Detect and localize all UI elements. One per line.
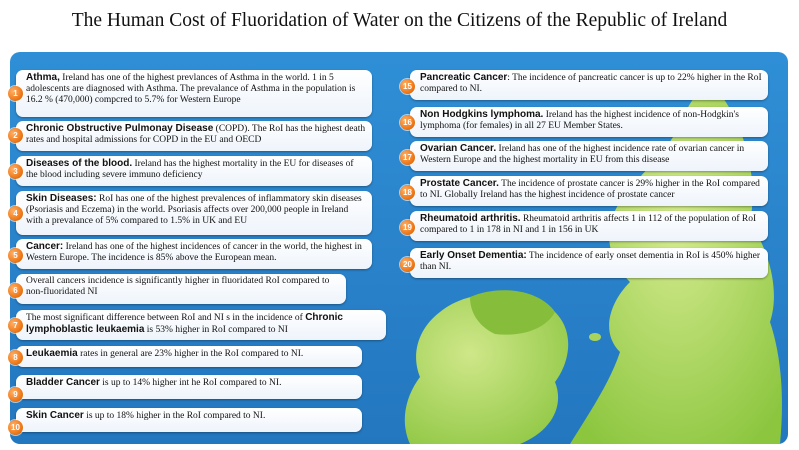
- fact-term: Prostate Cancer.: [420, 178, 499, 189]
- fact-text: The incidence of early onset dementia in RoI is 450% higher than NI.: [420, 251, 761, 273]
- fact-term: Pancreatic Cancer: [420, 72, 508, 83]
- number-badge: 7: [8, 318, 23, 333]
- fact-box-ovarian-cancer: [410, 141, 768, 171]
- fact-box-overall-cancers: [16, 274, 346, 304]
- fact-text: Rheumatoid arthritis affects 1 in 112 of the population of RoI compared to 1 in 178 in NI and 1 in 156 in UK: [420, 214, 757, 236]
- fact-text: Ireland has the highest incidence of non-Hodgkin's lymphoma (for females) in all 27 EU Member States.: [420, 110, 739, 132]
- page-title: The Human Cost of Fluoridation of Water on the Citizens of the Republic of Ireland: [71, 10, 728, 31]
- fact-box-pancreatic-cancer: [410, 70, 768, 100]
- number-badge: 20: [400, 257, 415, 272]
- fact-term: Diseases of the blood.: [26, 158, 133, 169]
- fact-box-blood: [16, 156, 372, 186]
- fact-term: Chronic lymphoblastic leukaemia: [26, 312, 343, 336]
- fact-term: Rheumatoid arthritis.: [420, 213, 521, 224]
- island-shape: [589, 333, 601, 341]
- fact-term: Bladder Cancer: [26, 377, 100, 388]
- fact-box-skin-diseases: [16, 191, 372, 235]
- number-badge: 19: [400, 220, 415, 235]
- fact-text: : The incidence of pancreatic cancer is up to 22% higher in the RoI compared to NI.: [420, 73, 762, 95]
- number-badge: 9: [8, 387, 23, 402]
- fact-term: Chronic Obstructive Pulmonay Disease: [26, 123, 214, 134]
- fact-term: Early Onset Dementia:: [420, 250, 527, 261]
- fact-box-rheumatoid-arthritis: [410, 211, 768, 241]
- number-badge: 5: [8, 248, 23, 263]
- fact-text: is 53% higher in RoI compared to NI: [144, 325, 288, 336]
- number-badge: 6: [8, 283, 23, 298]
- fact-text: Ireland has one of the highest incidence rate of ovarian cancer in Western Europe and the highest mortality in EU from this disease: [420, 144, 745, 166]
- fact-term: Skin Cancer: [26, 410, 84, 421]
- number-badge: 4: [8, 206, 23, 221]
- number-badge: 16: [400, 115, 415, 130]
- fact-text: Ireland has the highest mortality in the EU for diseases of the blood including severe immuno deficiency: [26, 159, 354, 181]
- fact-term: Cancer:: [26, 241, 64, 252]
- fact-term: Non Hodgkins lymphoma.: [420, 109, 544, 120]
- fact-box-copd: [16, 121, 372, 151]
- fact-box-leukaemia: [16, 346, 362, 367]
- number-badge: 10: [8, 420, 23, 435]
- fact-term: Ovarian Cancer.: [420, 143, 497, 154]
- fact-text: Ireland has one of the highest prevlances of Asthma in the world. 1 in 5 adolescents are diagnosed with Asthma. The prevalance of Asthma in the population is 16.2 % (470,000) compcred to 5.7% for Western Europe: [26, 73, 356, 106]
- number-badge: 15: [400, 79, 415, 94]
- number-badge: 8: [8, 350, 23, 365]
- number-badge: 17: [400, 150, 415, 165]
- fact-text: Overall cancers incidence is significantly higher in fluoridated RoI compared to non-fluoridated NI: [26, 276, 330, 298]
- number-badge: 3: [8, 164, 23, 179]
- number-badge: 1: [8, 86, 23, 101]
- fact-box-skin-cancer: [16, 408, 362, 432]
- number-badge: 2: [8, 128, 23, 143]
- fact-text: RoI has one of the highest prevalences of inflammatory skin diseases (Psoriasis and Eczema) in the world. Psoriasis affects over 200,000 people in Ireland with a prevalance of 5% compared to 1.5% in UK and EU: [26, 194, 362, 227]
- fact-box-cancer: [16, 239, 372, 269]
- number-badge: 18: [400, 185, 415, 200]
- fact-box-early-onset-dementia: [410, 248, 768, 278]
- fact-box-prostate-cancer: [410, 176, 768, 206]
- fact-text: rates in general are 23% higher in the RoI compared to NI.: [77, 349, 304, 359]
- fact-text: Ireland has one of the highest incidences of cancer in the world, the highest in Western Europe. The incidence is 85% above the European mean.: [26, 242, 362, 264]
- fact-box-chronic-leukaemia: [16, 310, 386, 340]
- fact-text: is up to 18% higher in the RoI compared to NI.: [83, 411, 266, 421]
- fact-term: Skin Diseases:: [26, 193, 97, 204]
- fact-term: Leukaemia: [26, 348, 78, 359]
- fact-text-prefix: The most significant difference between RoI and NI s in the incidence of: [26, 313, 306, 323]
- fact-text: (COPD). The RoI has the highest death rates and hospital admissions for COPD in the EU and OECD: [26, 124, 366, 146]
- fact-text: is up to 14% higher int he RoI compared to NI.: [99, 378, 282, 388]
- fact-text: The incidence of prostate cancer is 29% higher in the RoI compared to NI. Globally Ireland has the highest incidence of prostate cancer: [420, 179, 760, 201]
- fact-term: Athma,: [26, 72, 60, 83]
- fact-box-asthma: [16, 70, 372, 117]
- fact-box-non-hodgkins: [410, 107, 768, 137]
- fact-box-bladder-cancer: [16, 375, 362, 399]
